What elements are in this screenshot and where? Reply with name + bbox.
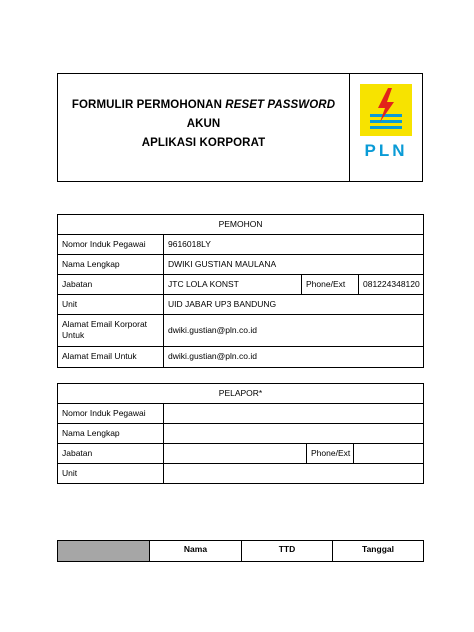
- pelapor-jabatan-value[interactable]: [164, 444, 307, 464]
- pemohon-email-value[interactable]: dwiki.gustian@pln.co.id: [164, 347, 424, 368]
- pemohon-nama-label: Nama Lengkap: [58, 255, 164, 275]
- title-text-1: FORMULIR PERMOHONAN: [71, 99, 226, 111]
- pelapor-phone-label: Phone/Ext: [307, 444, 354, 464]
- pemohon-phone-value[interactable]: 081224348120: [359, 275, 424, 295]
- pemohon-email-label: Alamat Email Untuk: [58, 347, 164, 368]
- pemohon-email-korporat-value[interactable]: dwiki.gustian@pln.co.id: [164, 315, 424, 347]
- pelapor-jabatan-label: Jabatan: [58, 444, 164, 464]
- pln-logo-icon: [350, 74, 422, 181]
- pelapor-heading: PELAPOR*: [58, 384, 424, 404]
- pelapor-nip-label: Nomor Induk Pegawai: [58, 404, 164, 424]
- title-text-italic: RESET PASSWORD: [225, 99, 336, 111]
- signature-nama-header: Nama: [150, 541, 242, 562]
- pemohon-jabatan-label: Jabatan: [58, 275, 164, 295]
- pemohon-unit-value[interactable]: UID JABAR UP3 BANDUNG: [164, 295, 424, 315]
- pln-logo: [350, 74, 422, 181]
- pelapor-table: [57, 383, 424, 484]
- signature-ttd-header: TTD: [242, 541, 333, 562]
- pemohon-nip-label: Nomor Induk Pegawai: [58, 235, 164, 255]
- pemohon-jabatan-value[interactable]: JTC LOLA KONST: [164, 275, 302, 295]
- pelapor-phone-value[interactable]: [354, 444, 424, 464]
- pemohon-nama-value[interactable]: DWIKI GUSTIAN MAULANA: [164, 255, 424, 275]
- pelapor-unit-label: Unit: [58, 464, 164, 484]
- title-text-line2: APLIKASI KORPORAT: [141, 137, 266, 149]
- pelapor-nama-label: Nama Lengkap: [58, 424, 164, 444]
- pemohon-nip-value[interactable]: 9616018LY: [164, 235, 424, 255]
- pemohon-table: [57, 214, 424, 368]
- signature-table: [57, 540, 424, 562]
- pemohon-unit-label: Unit: [58, 295, 164, 315]
- signature-shaded-cell: [58, 541, 150, 562]
- pelapor-unit-value[interactable]: [164, 464, 424, 484]
- pelapor-nip-value[interactable]: [164, 404, 424, 424]
- signature-tanggal-header: Tanggal: [333, 541, 424, 562]
- title-text-2: AKUN: [186, 118, 221, 130]
- pelapor-nama-value[interactable]: [164, 424, 424, 444]
- form-header: [57, 73, 423, 182]
- logo-text: PLN: [364, 141, 408, 160]
- form-title: [58, 96, 349, 153]
- pemohon-email-korporat-label: Alamat Email Korporat Untuk: [58, 315, 164, 347]
- pemohon-heading: PEMOHON: [58, 215, 424, 235]
- pemohon-phone-label: Phone/Ext: [302, 275, 359, 295]
